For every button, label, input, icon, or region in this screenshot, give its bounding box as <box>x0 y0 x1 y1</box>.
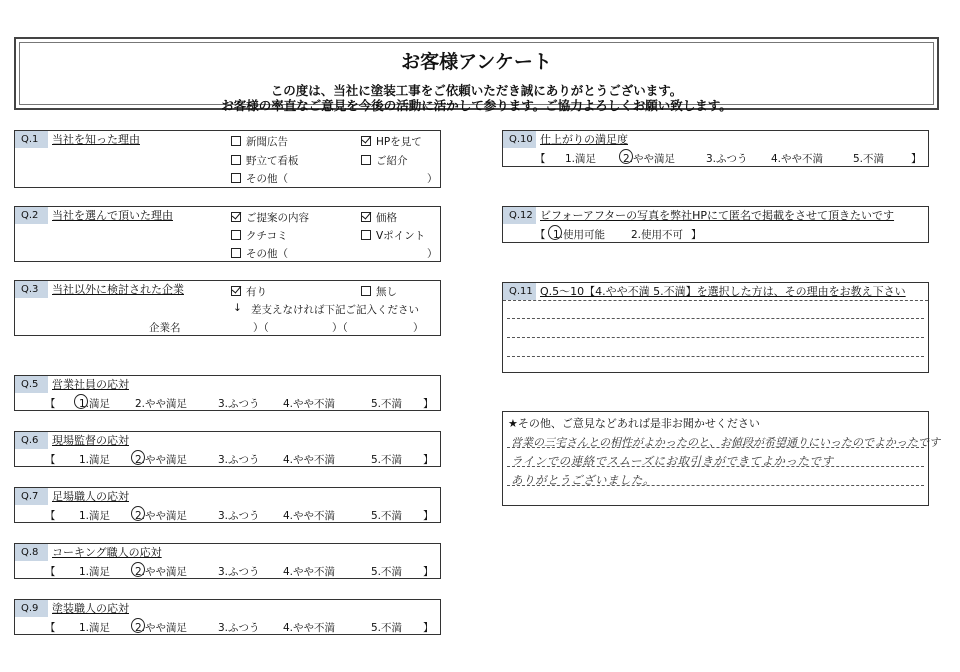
q8-header <box>15 544 440 561</box>
rating-close-bracket: 】 <box>423 622 434 634</box>
q3-company-field-1[interactable]: ）（ <box>253 322 269 334</box>
rating-option-2[interactable]: 2.やや満足 <box>135 566 188 578</box>
answer-line[interactable] <box>507 337 924 338</box>
rating-option-5[interactable]: 5.不満 <box>853 153 885 165</box>
rating-option-4[interactable]: 4.やや不満 <box>283 398 336 410</box>
q8-number: Q.8 <box>15 544 48 561</box>
rating-option-4[interactable]: 4.やや不満 <box>283 566 336 578</box>
checkbox-icon[interactable] <box>231 155 241 165</box>
survey-title: お客様アンケート <box>401 51 552 73</box>
header-inner-frame <box>19 42 934 113</box>
checked-checkbox-icon[interactable] <box>231 212 241 222</box>
selected-circle-mark <box>131 506 145 521</box>
rating-open-bracket: 【 <box>45 566 56 578</box>
rating-close-bracket: 】 <box>423 566 434 578</box>
q2-option-vpoint[interactable]: Vポイント <box>361 228 425 243</box>
comments-box <box>502 411 940 506</box>
q2-other-close: ） <box>427 248 438 260</box>
question-q10 <box>502 130 929 167</box>
checkbox-icon[interactable] <box>231 230 241 240</box>
rating-close-bracket: 】 <box>911 153 922 165</box>
handwritten-comment-line-3: ありがとうございました。 <box>511 473 655 487</box>
rating-close-bracket: 】 <box>423 454 434 466</box>
rating-option-1[interactable]: 1.満足 <box>79 622 111 634</box>
q9-header <box>15 600 440 617</box>
q12-number: Q.12 <box>503 207 536 224</box>
q2-title: 当社を選んで頂いた理由 <box>52 209 173 222</box>
q5-number: Q.5 <box>15 376 48 393</box>
rating-option-3[interactable]: 3.ふつう <box>218 398 260 410</box>
checkbox-icon[interactable] <box>361 230 371 240</box>
q7-number: Q.7 <box>15 488 48 505</box>
q2-option-other[interactable]: その他（ <box>231 246 288 261</box>
survey-header <box>14 37 939 113</box>
checkbox-icon[interactable] <box>361 155 371 165</box>
selected-circle-mark <box>619 149 633 164</box>
q1-option-newspaper[interactable]: 新聞広告 <box>231 134 288 149</box>
q9-title: 塗装職人の応対 <box>52 602 129 615</box>
handwritten-comment-line-1: 営業の三宅さんとの相性がよかったのと、お値段が希望通りにいったのでよかったです <box>511 436 940 449</box>
q6-number: Q.6 <box>15 432 48 449</box>
q12-header <box>503 207 928 224</box>
rating-open-bracket: 【 <box>45 398 56 410</box>
q12-open-bracket: 【 <box>535 229 546 241</box>
q1-option-website[interactable]: HPを見て <box>361 134 422 149</box>
q1-option-referral[interactable]: ご紹介 <box>361 153 408 168</box>
rating-option-2[interactable]: 2.やや満足 <box>135 510 188 522</box>
rating-option-2[interactable]: 2.やや満足 <box>623 153 676 165</box>
q2-option-reviews[interactable]: クチコミ <box>231 228 288 243</box>
q2-number: Q.2 <box>15 207 48 224</box>
checkbox-icon[interactable] <box>231 136 241 146</box>
down-arrow-icon: ↓ <box>233 302 242 314</box>
rating-option-5[interactable]: 5.不満 <box>371 566 403 578</box>
rating-open-bracket: 【 <box>45 510 56 522</box>
q2-option-proposal[interactable]: ご提案の内容 <box>231 210 309 225</box>
q10-number: Q.10 <box>503 131 536 148</box>
q1-option-other[interactable]: その他（ <box>231 171 288 186</box>
q12-option-not-allowed[interactable]: 2.使用不可 <box>631 229 684 241</box>
q11-number: Q.11 <box>503 283 536 300</box>
intro-line-2: お客様の率直なご意見を今後の活動に活かして参ります。ご協力よろしくお願い致します。 <box>221 98 732 113</box>
rating-open-bracket: 【 <box>45 622 56 634</box>
question-q5 <box>14 375 441 411</box>
q7-header <box>15 488 440 505</box>
rating-option-5[interactable]: 5.不満 <box>371 622 403 634</box>
rating-option-1[interactable]: 1.満足 <box>79 454 111 466</box>
rating-option-2[interactable]: 2.やや満足 <box>135 454 188 466</box>
q11-title: Q.5～10【4.やや不満 5.不満】を選択した方は、その理由をお教え下さい <box>540 285 906 298</box>
rating-option-1[interactable]: 1.満足 <box>79 566 111 578</box>
rating-option-1[interactable]: 1.満足 <box>565 153 597 165</box>
rating-option-5[interactable]: 5.不満 <box>371 510 403 522</box>
question-q2 <box>14 206 441 262</box>
handwritten-comment-line-2: ラインでの連絡でスムーズにお取引きができてよかったです <box>511 454 834 468</box>
q3-company-label: 企業名 <box>149 322 181 334</box>
checked-checkbox-icon[interactable] <box>361 212 371 222</box>
rating-close-bracket: 】 <box>423 398 434 410</box>
q9-number: Q.9 <box>15 600 48 617</box>
q3-company-field-3[interactable]: ） <box>413 322 424 334</box>
q1-number: Q.1 <box>15 131 48 148</box>
q1-title: 当社を知った理由 <box>52 133 140 146</box>
q6-header <box>15 432 440 449</box>
question-q7 <box>14 487 441 523</box>
selected-circle-mark <box>131 618 145 633</box>
q1-option-signboard[interactable]: 野立て看板 <box>231 153 299 168</box>
rating-open-bracket: 【 <box>535 153 546 165</box>
rating-option-3[interactable]: 3.ふつう <box>218 622 260 634</box>
q12-close-bracket: 】 <box>691 229 702 241</box>
rating-option-3[interactable]: 3.ふつう <box>706 153 748 165</box>
checked-checkbox-icon[interactable] <box>361 136 371 146</box>
q8-title: コーキング職人の応対 <box>52 546 162 559</box>
selected-circle-mark <box>131 562 145 577</box>
q1-other-close: ） <box>427 173 438 185</box>
q5-title: 営業社員の応対 <box>52 378 129 391</box>
q3-option-no[interactable]: 無し <box>361 284 397 299</box>
rating-option-3[interactable]: 3.ふつう <box>218 454 260 466</box>
q3-company-field-2[interactable]: ）（ <box>332 322 348 334</box>
answer-line[interactable] <box>507 318 924 319</box>
q3-option-yes[interactable]: 有り <box>231 284 267 299</box>
q6-title: 現場監督の応対 <box>52 434 129 447</box>
question-q11 <box>502 282 929 373</box>
question-q12 <box>502 206 929 243</box>
question-q8 <box>14 543 441 579</box>
q12-title: ビフォーアフターの写真を弊社HPにて匿名で掲載をさせて頂きたいです <box>540 209 895 222</box>
rating-option-3[interactable]: 3.ふつう <box>218 510 260 522</box>
rating-option-4[interactable]: 4.やや不満 <box>283 510 336 522</box>
q7-title: 足場職人の応対 <box>52 490 129 503</box>
q3-note: 差支えなければ下記ご記入ください <box>251 304 419 316</box>
q2-option-price[interactable]: 価格 <box>361 210 397 225</box>
comments-title: ★その他、ご意見などあれば是非お聞かせください <box>508 417 760 430</box>
rating-option-5[interactable]: 5.不満 <box>371 398 403 410</box>
q10-header <box>503 131 928 148</box>
question-q1 <box>14 130 441 188</box>
checkbox-icon[interactable] <box>231 248 241 258</box>
rating-option-4[interactable]: 4.やや不満 <box>283 454 336 466</box>
checkbox-icon[interactable] <box>231 173 241 183</box>
selected-circle-mark <box>131 450 145 465</box>
rating-close-bracket: 】 <box>423 510 434 522</box>
checkbox-icon[interactable] <box>361 286 371 296</box>
rating-option-1[interactable]: 1.満足 <box>79 398 111 410</box>
rating-option-4[interactable]: 4.やや不満 <box>283 622 336 634</box>
rating-option-5[interactable]: 5.不満 <box>371 454 403 466</box>
question-q3 <box>14 280 441 336</box>
question-q6 <box>14 431 441 467</box>
q5-header <box>15 376 440 393</box>
selected-circle-mark <box>74 394 88 409</box>
q12-option-allowed[interactable]: 1.使用可能 <box>553 229 606 241</box>
selected-circle-mark <box>548 225 562 240</box>
rating-option-1[interactable]: 1.満足 <box>79 510 111 522</box>
question-q9 <box>14 599 441 635</box>
rating-open-bracket: 【 <box>45 454 56 466</box>
rating-option-2[interactable]: 2.やや満足 <box>135 398 188 410</box>
intro-line-1: この度は、当社に塗装工事をご依頼いただき誠にありがとうございます。 <box>270 83 683 98</box>
rating-option-3[interactable]: 3.ふつう <box>218 566 260 578</box>
answer-line[interactable] <box>507 356 924 357</box>
q3-number: Q.3 <box>15 281 48 298</box>
q10-title: 仕上がりの満足度 <box>540 133 628 146</box>
q3-title: 当社以外に検討された企業 <box>52 283 184 296</box>
checked-checkbox-icon[interactable] <box>231 286 241 296</box>
rating-option-2[interactable]: 2.やや満足 <box>135 622 188 634</box>
q11-header <box>503 283 928 301</box>
rating-option-4[interactable]: 4.やや不満 <box>771 153 824 165</box>
